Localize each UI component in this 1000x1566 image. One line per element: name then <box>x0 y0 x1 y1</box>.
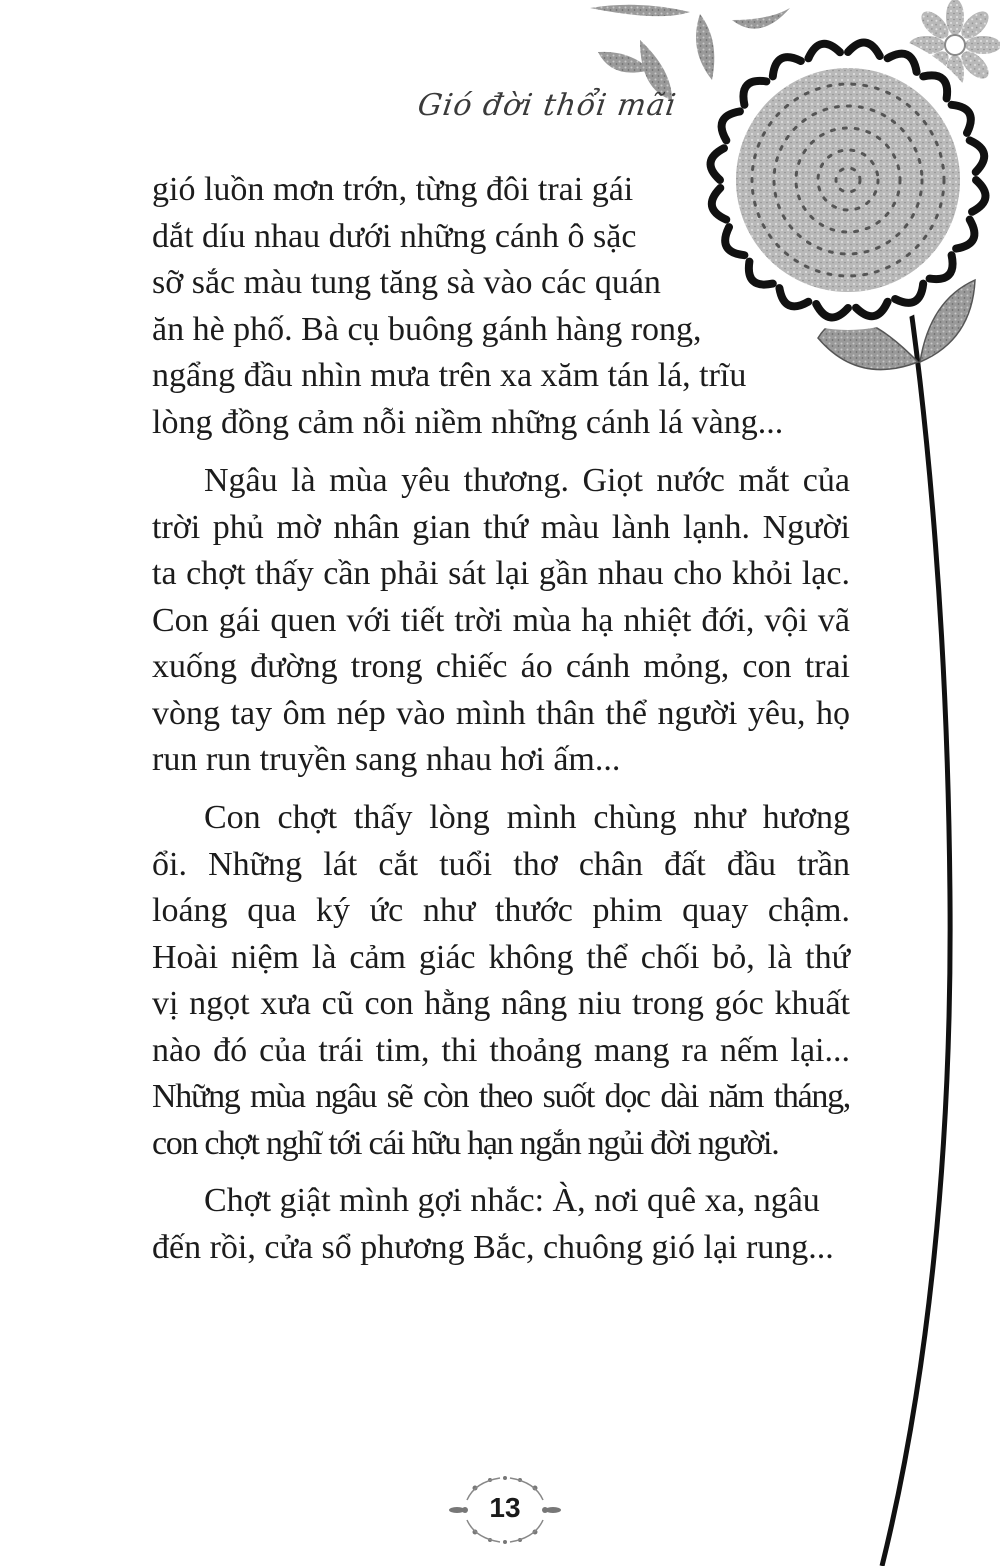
text-line: run run truyền sang nhau hơi ấm... <box>152 741 621 778</box>
text-line: ngẩng đầu nhìn mưa trên xa xăm tán lá, trĩu <box>152 357 747 394</box>
text-line: Hoài niệm là cảm giác không thể chối bỏ, là thứ <box>152 938 850 976</box>
paragraph-4 <box>152 1178 834 1271</box>
text-line: xuống đường trong chiếc áo cánh mỏng, con trai <box>152 648 850 685</box>
text-line: Con chợt thấy lòng mình chùng như hương <box>204 799 850 836</box>
text-line: vị ngọt xưa cũ con hằng nâng niu trong góc khuất <box>152 985 850 1022</box>
text-line: Những mùa ngâu sẽ còn theo suốt dọc dài năm tháng, <box>152 1078 850 1115</box>
text-line: lòng đồng cảm nỗi niềm những cánh lá vàng... <box>152 403 784 441</box>
text-line: đến rồi, cửa sổ phương Bắc, chuông gió lại rung... <box>152 1228 834 1266</box>
paragraph-1 <box>152 167 783 446</box>
paragraph-2 <box>152 458 850 784</box>
text-line: ăn hè phố. Bà cụ buông gánh hàng rong, <box>152 310 702 348</box>
text-line: Ngâu là mùa yêu thương. Giọt nước mắt của <box>204 462 850 499</box>
running-header-title: Gió đời thổi mãi <box>415 88 679 123</box>
text-line: con chợt nghĩ tới cái hữu hạn ngắn ngủi đời người. <box>152 1124 779 1162</box>
flower-stem <box>882 268 950 1566</box>
text-line: loáng qua ký ức như thước phim quay chậm. <box>152 892 850 929</box>
paragraph-3 <box>152 795 850 1167</box>
page-number: 13 <box>489 1492 521 1523</box>
text-line: ổi. Những lát cắt tuổi thơ chân đất đầu trần <box>152 845 850 883</box>
text-line: ta chợt thấy cần phải sát lại gần nhau cho khỏi lạc. <box>152 555 850 592</box>
text-line: nào đó của trái tim, thi thoảng mang ra nếm lại... <box>152 1031 850 1069</box>
text-line: sỡ sắc màu tung tăng sà vào các quán <box>152 264 661 301</box>
text-line: gió luồn mơn trớn, từng đôi trai gái <box>152 171 634 208</box>
text-line: trời phủ mờ nhân gian thứ màu lành lạnh. Người <box>152 508 850 546</box>
page-number-ornament <box>445 1470 565 1550</box>
text-line: dắt díu nhau dưới những cánh ô sặc <box>152 217 637 255</box>
text-line: Chợt giật mình gợi nhắc: À, nơi quê xa, ngâu <box>204 1182 820 1219</box>
text-line: Con gái quen với tiết trời mùa hạ nhiệt đới, vội vã <box>152 601 850 639</box>
text-line: vòng tay ôm nép vào mình thân thể người yêu, họ <box>152 694 850 732</box>
